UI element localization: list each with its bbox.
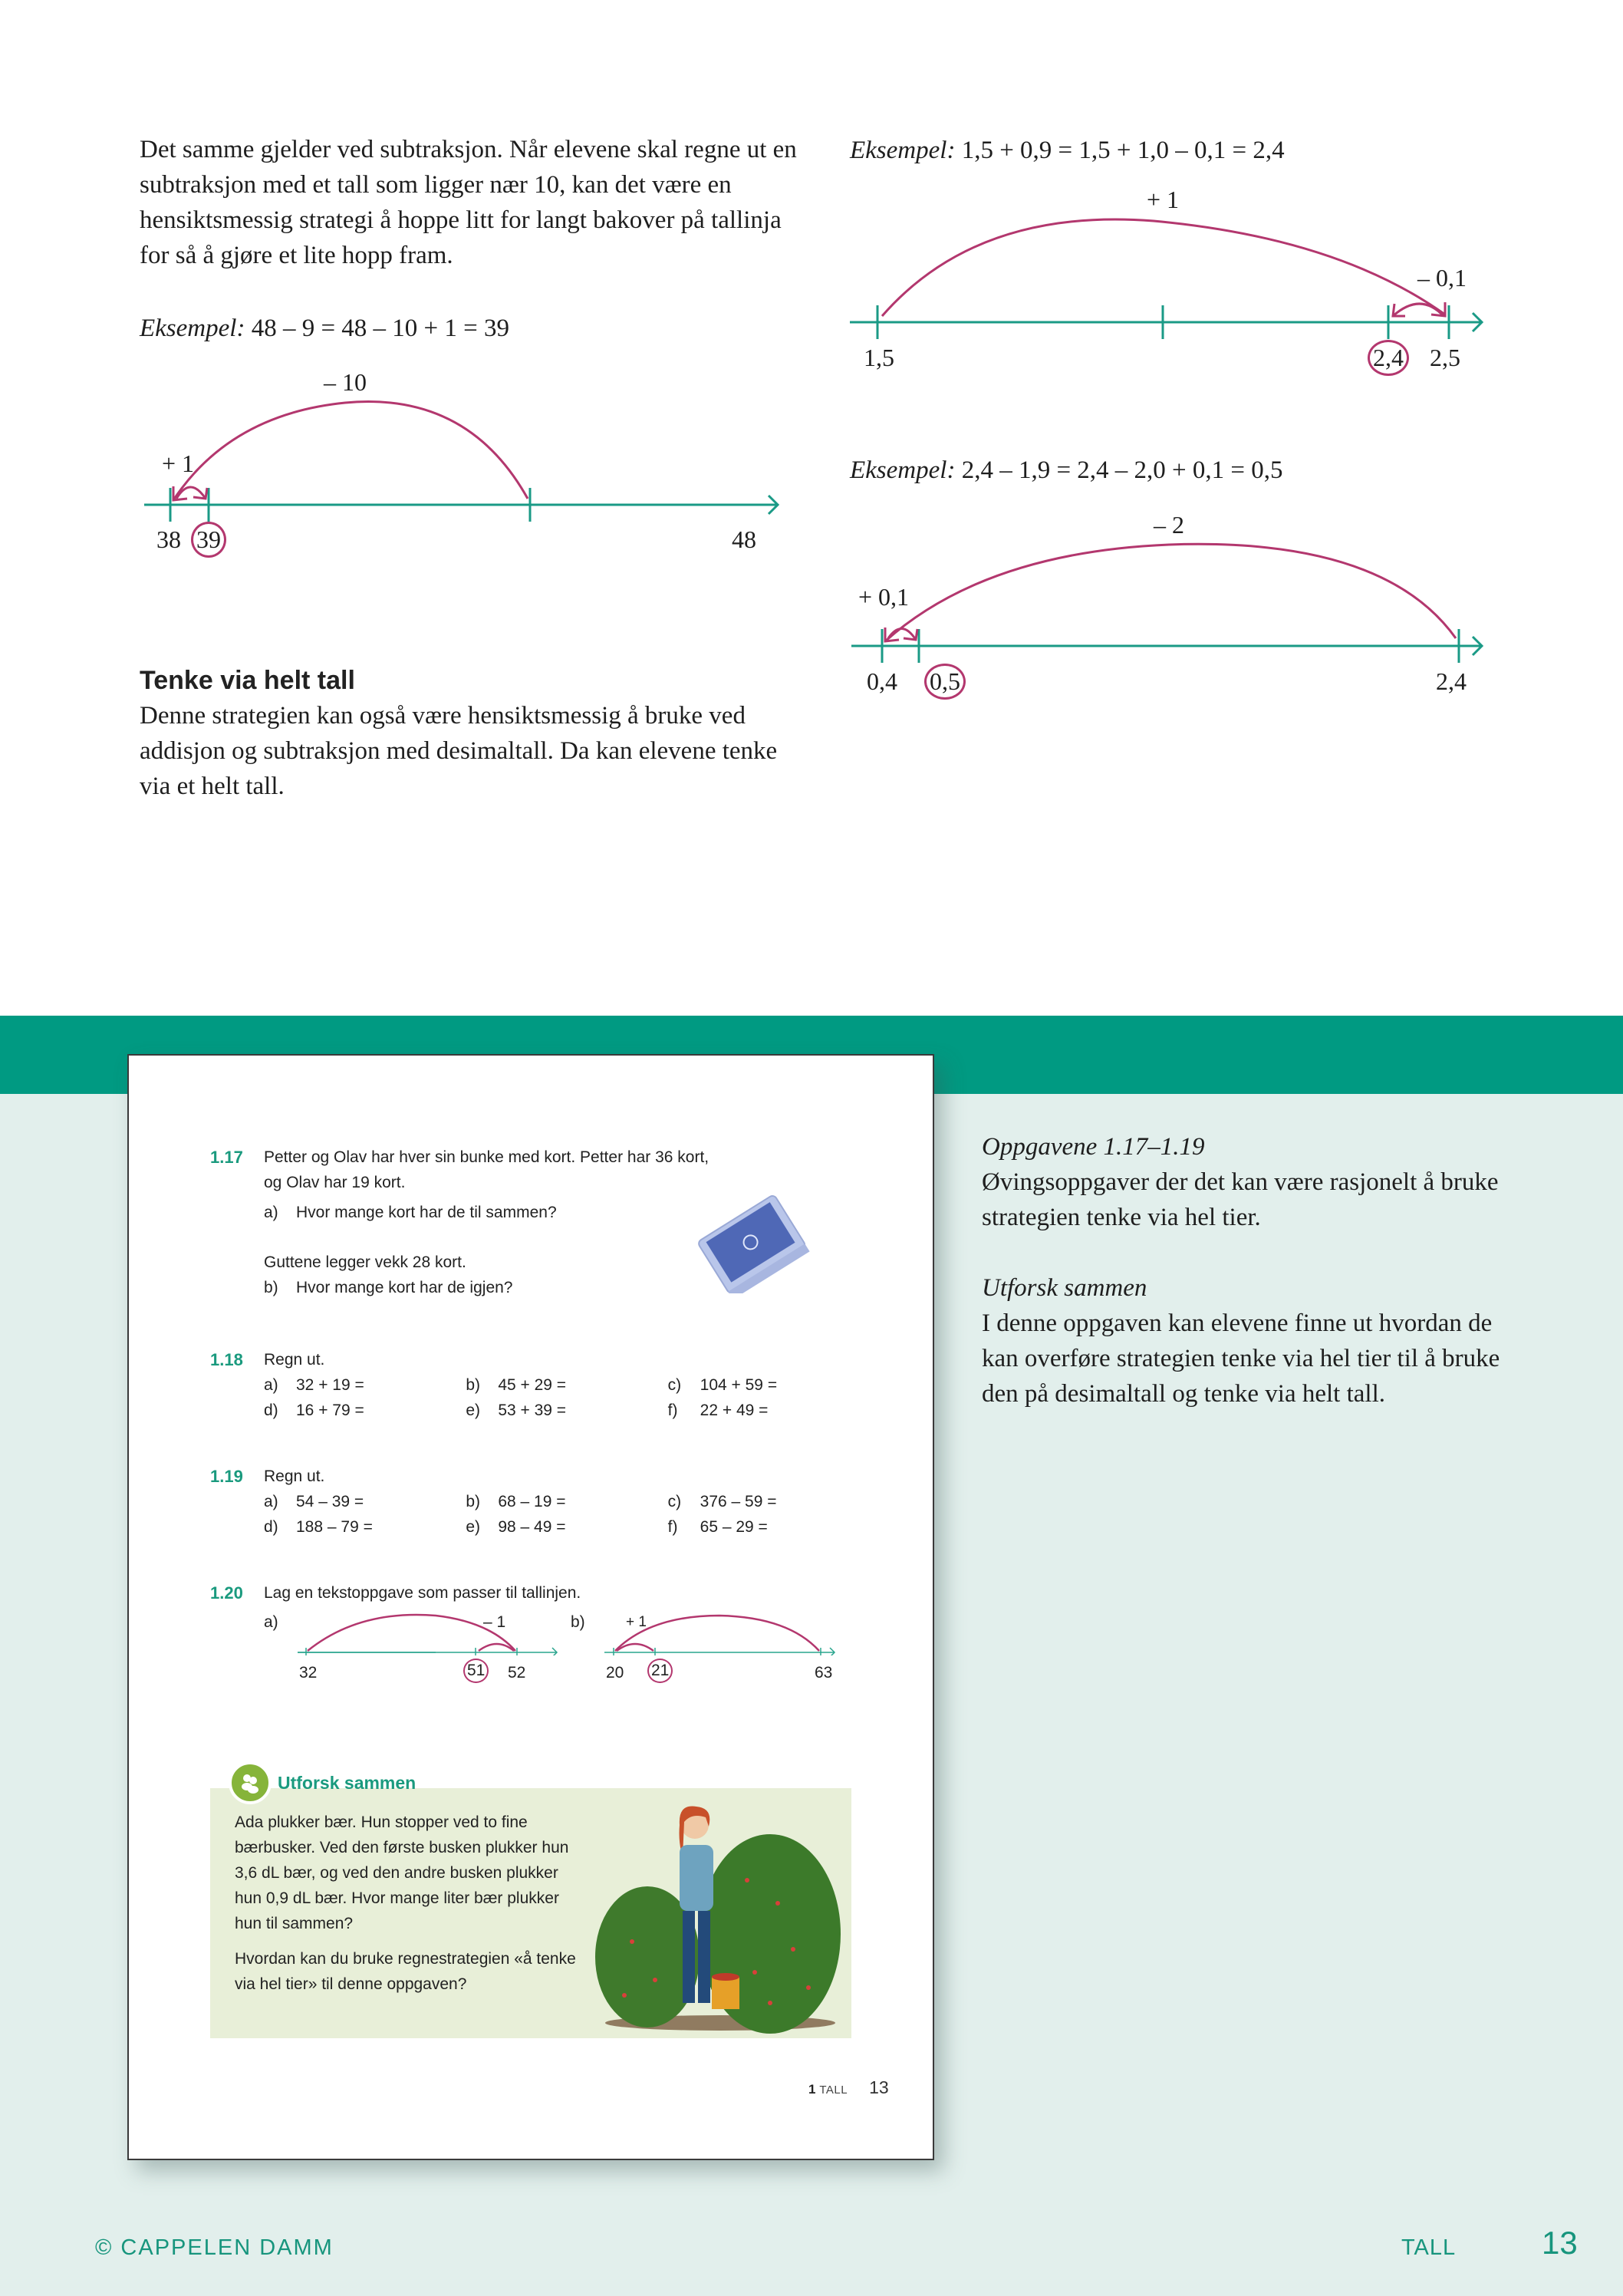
jump-label-a: – 1 <box>483 1613 506 1631</box>
task-text: og Olav har 19 kort. <box>264 1174 406 1191</box>
line-b-letter: b) <box>571 1613 585 1631</box>
answer-circle: 21 <box>647 1659 673 1683</box>
task-1-19 <box>210 1464 870 1540</box>
exercise-item: d) 16 + 79 = <box>264 1402 364 1419</box>
section-paragraph: Denne strategien kan også være hensiktsmessig å bruke ved addisjon og subtraksjon med desimaltall. Da kan elevene tenke via et helt tall. <box>140 702 778 800</box>
example-label: Eksempel: <box>850 137 956 164</box>
question-a: Hvor mange kort har de til sammen? <box>296 1204 557 1221</box>
utforsk-header <box>229 1761 416 1804</box>
task-1-20 <box>210 1580 870 1606</box>
task-number: 1.20 <box>210 1583 243 1603</box>
answer-circle: 0,5 <box>924 664 966 700</box>
teacher-notes <box>982 1129 1503 1412</box>
small-jump-label: + 0,1 <box>858 583 910 611</box>
small-jump-label: – 0,1 <box>1417 264 1467 292</box>
equation: 48 – 9 = 48 – 10 + 1 = 39 <box>251 315 510 342</box>
notes-heading-1: Oppgavene 1.17–1.19 <box>982 1133 1205 1161</box>
student-page-footer <box>808 2077 889 2098</box>
publisher-credit: © CAPPELEN DAMM <box>95 2235 334 2260</box>
task-instruction: Regn ut. <box>264 1468 325 1485</box>
exercise-item: f) 22 + 49 = <box>667 1402 769 1419</box>
exercise-item: c) 376 – 59 = <box>667 1493 777 1510</box>
exercise-item: a) 32 + 19 = <box>264 1376 364 1394</box>
example-label: Eksempel: <box>140 315 245 342</box>
number-line-example-1 <box>138 368 790 568</box>
number-line-example-2 <box>847 184 1506 384</box>
answer-circle: 2,4 <box>1368 340 1409 376</box>
example-3-equation <box>850 453 1540 488</box>
tick-label: 1,5 <box>864 344 894 371</box>
answer-circle: 39 <box>191 522 226 558</box>
utforsk-title: Utforsk sammen <box>278 1772 416 1793</box>
footer-page-number: 13 <box>1542 2225 1578 2261</box>
girl-picking-berries-image <box>594 1796 847 2034</box>
tick-label: 48 <box>732 525 756 553</box>
task-instruction: Lag en tekstoppgave som passer til tallinjen. <box>264 1584 581 1602</box>
student-page-number: 13 <box>869 2077 889 2097</box>
intro-paragraph: Det samme gjelder ved subtraksjon. Når elevene skal regne ut en subtraksjon med et tall som ligger nær 10, kan det være en hensiktsmessig strategi å hoppe litt for langt bakover på tallinja for så å gjøre et lite hopp fram. <box>140 136 797 269</box>
big-jump-label: – 2 <box>1154 511 1184 539</box>
exercise-item: c) 104 + 59 = <box>667 1376 778 1394</box>
big-jump-label: – 10 <box>324 368 367 396</box>
equation: 2,4 – 1,9 = 2,4 – 2,0 + 0,1 = 0,5 <box>961 456 1283 484</box>
tick-label: 0,4 <box>867 667 897 695</box>
small-jump-label: + 1 <box>161 450 195 477</box>
task-mid-text: Guttene legger vekk 28 kort. <box>264 1253 466 1271</box>
people-icon <box>229 1761 272 1804</box>
number-line-example-3 <box>847 506 1506 706</box>
tick-label: 52 <box>508 1664 526 1682</box>
exercise-item: f) 65 – 29 = <box>667 1518 768 1536</box>
exercise-item: b) 45 + 29 = <box>466 1376 567 1394</box>
notes-heading-2: Utforsk sammen <box>982 1274 1147 1302</box>
small-number-line-a <box>298 1609 574 1655</box>
example-2-equation <box>850 133 1540 168</box>
task-number: 1.19 <box>210 1467 243 1486</box>
task-text: Petter og Olav har hver sin bunke med kort. Petter har 36 kort, <box>264 1148 709 1166</box>
exercise-item: b) 68 – 19 = <box>466 1493 566 1510</box>
tick-label: 2,4 <box>1436 667 1467 695</box>
equation: 1,5 + 0,9 = 1,5 + 1,0 – 0,1 = 2,4 <box>961 137 1285 164</box>
example-label: Eksempel: <box>850 456 956 484</box>
task-number: 1.18 <box>210 1350 243 1369</box>
tick-label: 20 <box>606 1664 624 1682</box>
exercise-item: d) 188 – 79 = <box>264 1518 373 1536</box>
card-deck-image <box>687 1194 810 1293</box>
tick-label: 32 <box>299 1664 318 1682</box>
answer-circle: 51 <box>463 1659 489 1683</box>
jump-label-b: + 1 <box>626 1614 647 1630</box>
task-number: 1.17 <box>210 1148 243 1167</box>
tick-label: 38 <box>156 525 181 553</box>
notes-text-1: Øvingsoppgaver der det kan være rasjonelt å bruke strategien tenke via hel tier. <box>982 1168 1499 1231</box>
exercise-item: a) 54 – 39 = <box>264 1493 364 1510</box>
utforsk-sammen-box <box>210 1788 851 2038</box>
line-a-letter: a) <box>264 1613 278 1631</box>
big-jump-label: + 1 <box>1146 186 1180 213</box>
section-heading: Tenke via helt tall <box>140 666 355 695</box>
notes-text-2: I denne oppgaven kan elevene finne ut hvordan de kan overføre strategien tenke via hel tier til å bruke den på desimaltall og tenke via helt tall. <box>982 1309 1500 1408</box>
utforsk-paragraph-2: Hvordan kan du bruke regnestrategien «å tenke via hel tier» til denne oppgaven? <box>235 1950 576 1993</box>
question-b: Hvor mange kort har de igjen? <box>296 1279 513 1296</box>
tick-label: 2,5 <box>1430 344 1460 371</box>
number-line-graphic <box>138 368 790 522</box>
footer-chapter: TALL <box>1401 2235 1457 2260</box>
chapter-label: 1 TALL <box>808 2082 848 2097</box>
task-1-17: 1.17 Petter og Olav har hver sin bunke med kort. Petter har 36 kort, og Olav har 19 kort. a) Hvor mange kort har de til sammen? Guttene legger vekk 28 kort. b) Hvor mange kort har de igjen? <box>210 1145 793 1300</box>
task-instruction: Regn ut. <box>264 1351 325 1369</box>
example-1-equation <box>140 311 799 346</box>
student-book-page <box>127 1054 934 2160</box>
tick-label: 63 <box>815 1664 833 1682</box>
exercise-item: e) 53 + 39 = <box>466 1402 567 1419</box>
utforsk-paragraph-1: Ada plukker bær. Hun stopper ved to fine bærbusker. Ved den første busken plukker hun 3,6 dL bær, og ved den andre busken plukker hun 0,9 dL bær. Hvor mange liter bær plukker hun til sammen? <box>235 1813 569 1932</box>
exercise-item: e) 98 – 49 = <box>466 1518 566 1536</box>
task-1-18 <box>210 1347 870 1423</box>
section-tenke-via-helt-tall <box>140 663 799 804</box>
